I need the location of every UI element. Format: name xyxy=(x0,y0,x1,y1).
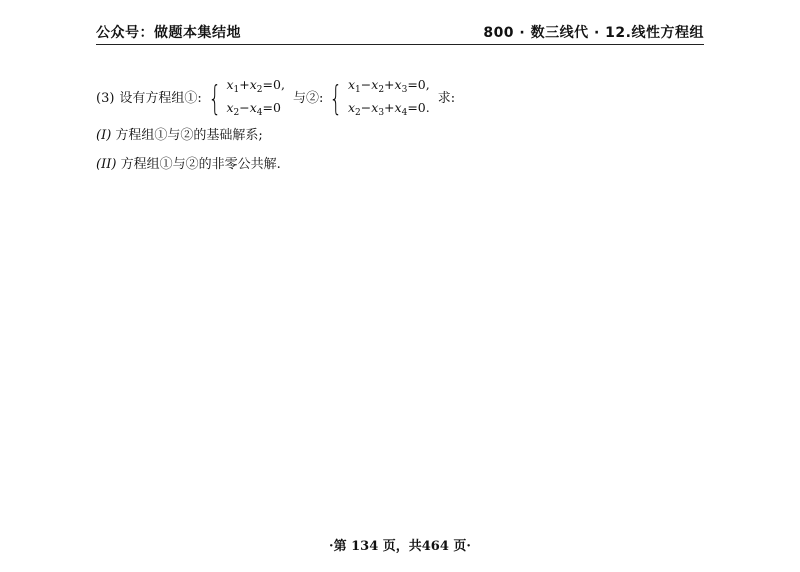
header-right-text: 800 · 数三线代 · 12.线性方程组 xyxy=(483,25,704,41)
page-header xyxy=(96,22,704,45)
problem-intro: 设有方程组①: xyxy=(119,91,202,106)
brace-icon: { xyxy=(208,79,222,119)
connector-text: 与②: xyxy=(292,91,324,106)
system-1 xyxy=(204,76,285,122)
part-1 xyxy=(96,124,263,143)
system-2-eq-2: $x_2-x_3+x_4=0$. xyxy=(347,100,430,118)
page-footer: ·第 134 页，共464 页· xyxy=(329,539,471,554)
system-2-eq-1: $x_1-x_2+x_3=0$, xyxy=(347,77,430,95)
part-1-text: 方程组①与②的基础解系; xyxy=(115,128,263,143)
header-left-text: 公众号：做题本集结地 xyxy=(96,25,241,41)
part-1-label: (I) xyxy=(96,128,112,143)
problem-number: (3) xyxy=(96,91,115,106)
part-2-text: 方程组①与②的非零公共解. xyxy=(120,157,281,172)
part-2 xyxy=(96,153,281,172)
system-2 xyxy=(325,76,429,122)
brace-icon: { xyxy=(329,79,343,119)
problem-statement xyxy=(96,76,455,122)
system-1-eq-1: $x_1+x_2=0$, xyxy=(226,77,285,95)
part-2-label: (II) xyxy=(96,157,117,172)
system-1-eq-2: $x_2-x_4=0$ xyxy=(226,100,281,118)
ask-text: 求: xyxy=(437,91,456,106)
